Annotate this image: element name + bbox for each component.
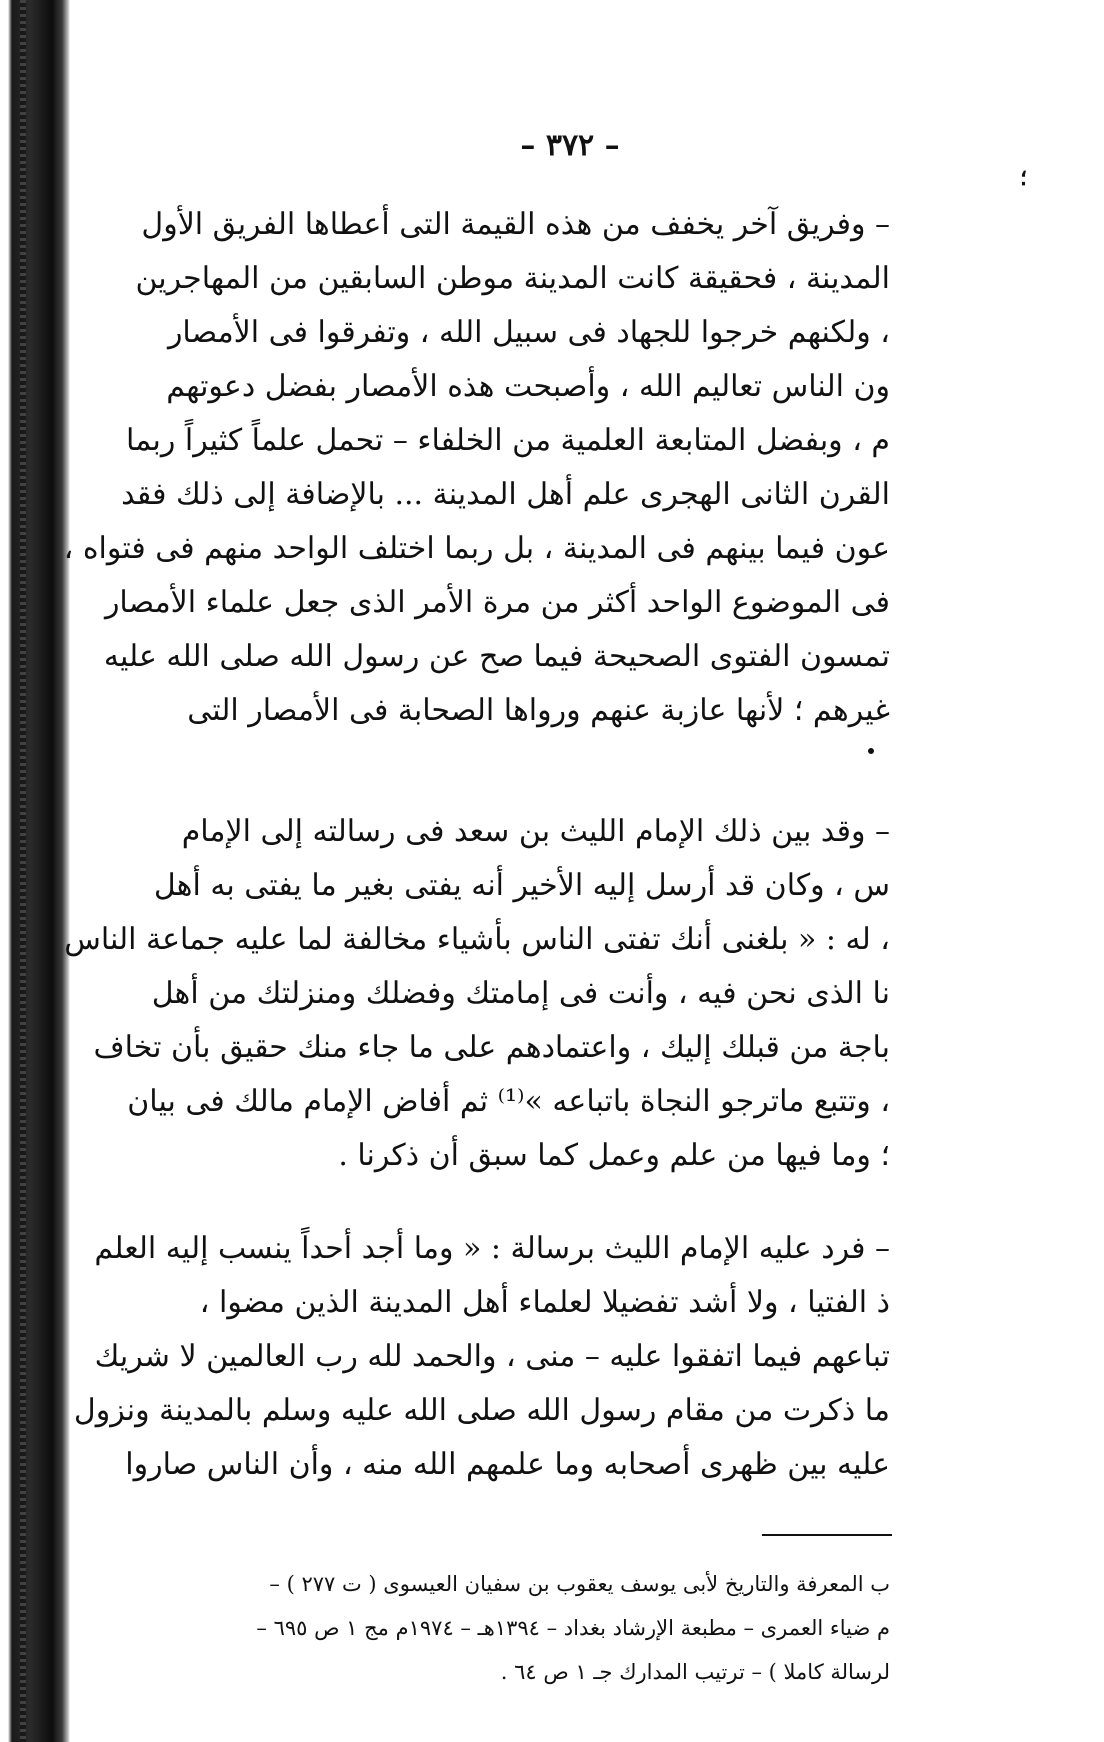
text-line: – فرد عليه الإمام الليث برسالة : « وما أجد أحداً ينسب إليه العلم [94, 1231, 890, 1266]
text-line: تباعهم فيما اتفقوا عليه – منى ، والحمد لله رب العالمين لا شريك [94, 1339, 890, 1374]
text-line: ما ذكرت من مقام رسول الله صلى الله عليه وسلم بالمدينة ونزول [73, 1393, 890, 1428]
paragraph-3 [73, 1222, 890, 1492]
text-line: ذ الفتيا ، ولا أشد تفضيلا لعلماء أهل المدينة الذين مضوا ، [199, 1285, 890, 1320]
footnote-line: لرسالة كاملا ) – ترتيب المدارك جـ ١ ص ٦٤ . [500, 1660, 890, 1684]
book-binding-edge [0, 0, 70, 1742]
text-line: نا الذى نحن فيه ، وأنت فى إمامتك وفضلك ومنزلتك من أهل [151, 976, 890, 1011]
text-line: القرن الثانى الهجرى علم أهل المدينة ... بالإضافة إلى ذلك فقد [121, 477, 890, 512]
text-line: ؛ وما فيها من علم وعمل كما سبق أن ذكرنا . [338, 1138, 890, 1173]
text-line: ون الناس تعاليم الله ، وأصبحت هذه الأمصار بفضل دعوتهم [166, 369, 890, 404]
text-line: م ، وبفضل المتابعة العلمية من الخلفاء – تحمل علماً كثيراً ربما [126, 423, 890, 458]
text-line: تمسون الفتوى الصحيحة فيما صح عن رسول الله صلى الله عليه [103, 639, 890, 674]
text-line: – وفريق آخر يخفف من هذه القيمة التى أعطاها الفريق الأول [141, 207, 890, 242]
text-line: غيرهم ؛ لأنها عازبة عنهم ورواها الصحابة فى الأمصار التى [187, 693, 890, 728]
text-line: باجة من قبلك إليك ، واعتمادهم على ما جاء منك حقيق بأن تخاف [93, 1030, 890, 1065]
paragraph-2 [64, 805, 890, 1183]
text-line: فى الموضوع الواحد أكثر من مرة الأمر الذى جعل علماء الأمصار [104, 585, 890, 620]
margin-mark: ؛ [1020, 165, 1027, 191]
footnote-separator [762, 1534, 892, 1536]
footnotes [180, 1562, 890, 1694]
paragraph-1 [63, 198, 890, 738]
text-line: – وقد بين ذلك الإمام الليث بن سعد فى رسالته إلى الإمام [181, 814, 890, 849]
text-line: ، وتتبع ماترجو النجاة باتباعه »⁽¹⁾ ثم أفاض الإمام مالك فى بيان [127, 1084, 890, 1119]
text-line: ، ولكنهم خرجوا للجهاد فى سبيل الله ، وتفرقوا فى الأمصار [167, 315, 890, 350]
text-line: س ، وكان قد أرسل إليه الأخير أنه يفتى بغير ما يفتى به أهل [153, 868, 890, 903]
text-line: عون فيما بينهم فى المدينة ، بل ربما اختلف الواحد منهم فى فتواه ، [63, 531, 890, 566]
text-line: عليه بين ظهرى أصحابه وما علمهم الله منه ، وأن الناس صاروا [125, 1447, 890, 1482]
stray-dot [868, 748, 874, 754]
text-line: ، له : « بلغنى أنك تفتى الناس بأشياء مخالفة لما عليه جماعة الناس [64, 922, 890, 957]
footnote-line: ب المعرفة والتاريخ لأبى يوسف يعقوب بن سفيان العيسوى ( ت ٢٧٧ ) – [269, 1572, 890, 1596]
page-number: – ٣٧٢ – [520, 128, 620, 163]
text-line: المدينة ، فحقيقة كانت المدينة موطن السابقين من المهاجرين [135, 261, 890, 296]
footnote-line: م ضياء العمرى – مطبعة الإرشاد بغداد – ١٣٩٤هـ – ١٩٧٤م مج ١ ص ٦٩٥ – [256, 1616, 890, 1640]
